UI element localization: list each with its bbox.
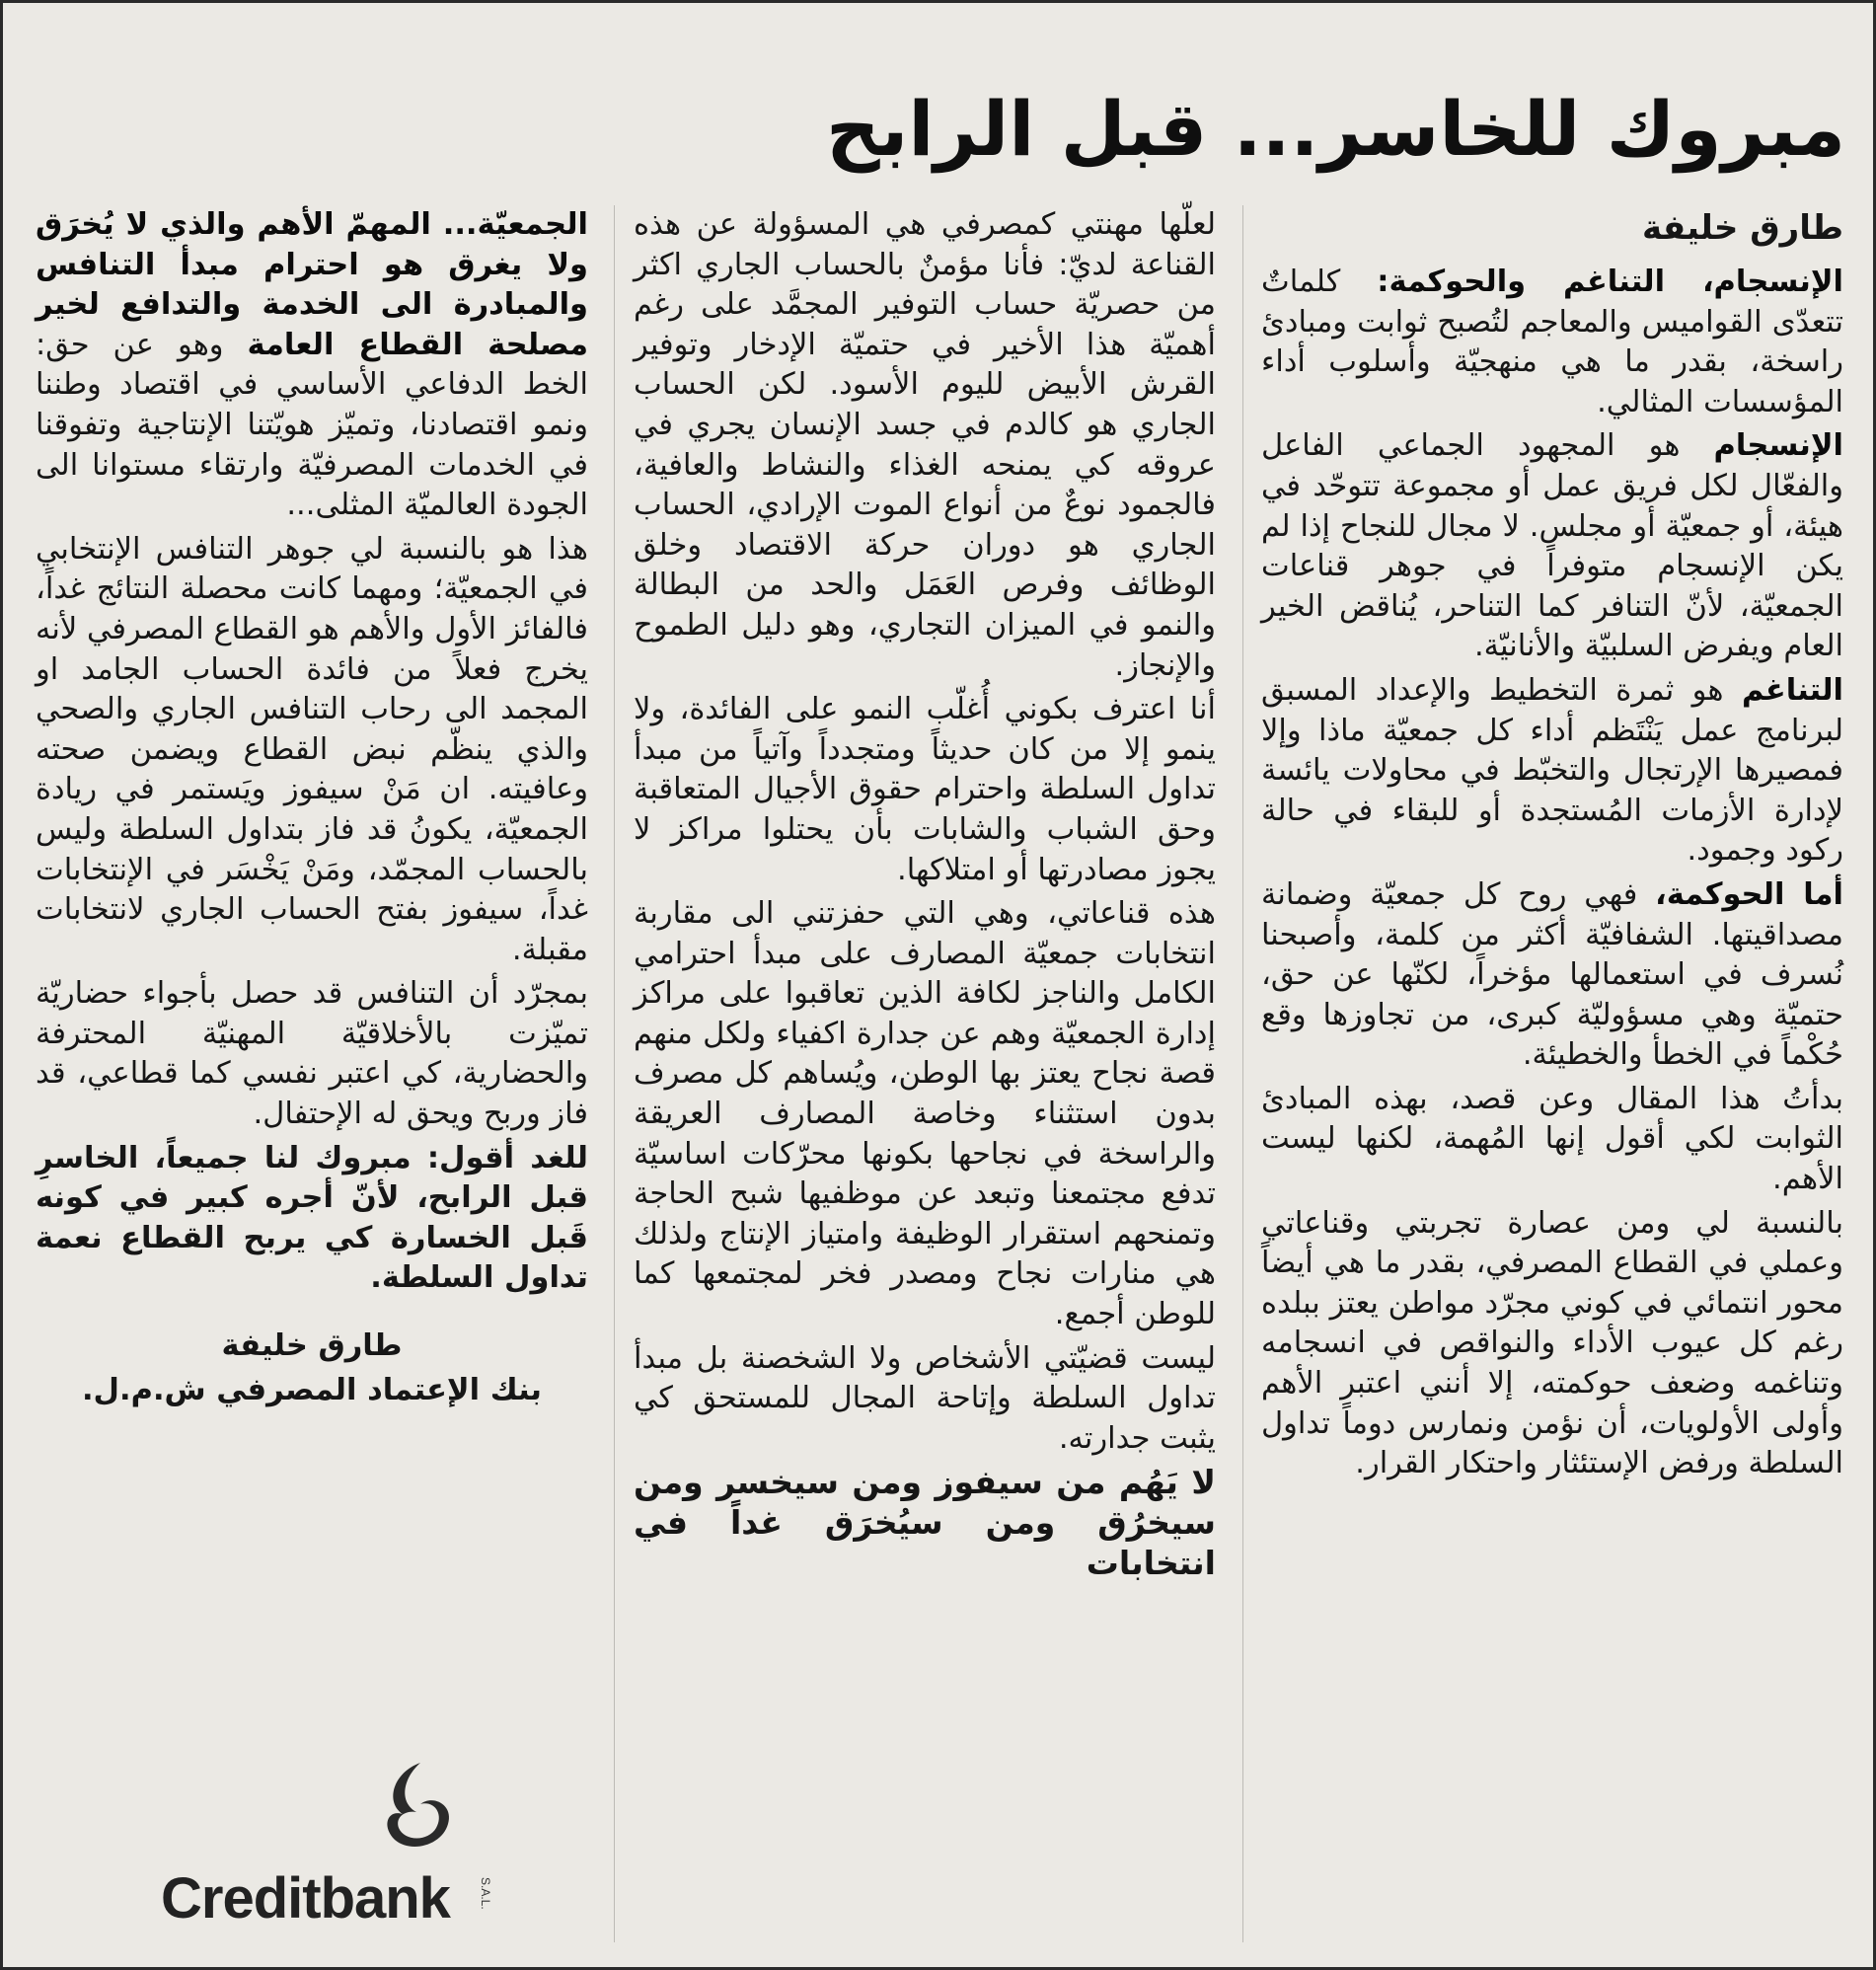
paragraph-text: بدأتُ هذا المقال وعن قصد، بهذه المبادئ الثوابت لكي أقول إنها المُهمة، لكنها ليست الأهم. [1261,1081,1843,1197]
paragraph [634,690,1216,890]
signature-name: طارق خليفة [221,1328,403,1364]
paragraph-text: هذه قناعاتي، وهي التي حفزتني الى مقاربة انتخابات جمعيّة المصارف على مبدأ احترامي الكامل والناجز لكافة الذين تعاقبوا على مراكز إدارة الجمعيّة وهم عن جدارة اكفياء ولكل منهم قصة نجاح يعتز بها الوطن، ويُساهم كل مصرف بدون استثناء وخاصة المصارف العريقة والراسخة في نجاحها بكونها محرّكات اساسيّة تدفع مجتمعنا وتبعد عن موظفيها شبح الحاجة وتمنحهم استقرار الوظيفة وامتياز الإنتاج ولذلك هي منارات نجاح ومصدر فخر لمجتمعها كما للوطن أجمع. [634,896,1216,1332]
paragraph [634,894,1216,1335]
paragraph [36,1139,588,1299]
paragraph [634,205,1216,686]
paragraph-text: فهي روح كل جمعيّة وضمانة مصداقيتها. الشفافيّة أكثر من كلمة، وأصبحنا نُسرف في استعمالها مؤخراً، لكنّها عن حق، حتميّة وهي مسؤوليّة كبرى، من تجاوزها وقع حُكْماً في الخطأ والخطيئة. [1261,876,1843,1073]
paragraph [634,1339,1216,1460]
paragraph-lead: التناغم [1741,672,1843,708]
paragraph [1261,875,1843,1076]
creditbank-mark-icon [363,1755,462,1854]
column-divider [1242,205,1243,1942]
paragraph-text: بمجرّد أن التنافس قد حصل بأجواء حضاريّة تميّزت بالأخلاقيّة المهنيّة المحترفة والحضارية، كي اعتبر نفسي كما قطاعي، قد فاز وربح ويحق له الإحتفال. [36,976,588,1132]
column-2 [634,205,1216,1587]
paragraph-text: بالنسبة لي ومن عصارة تجربتي وقناعاتي وعملي في القطاع المصرفي، بقدر ما هي أيضاً محور انتمائي في كوني مجرّد مواطن يعتز ببلده رغم كل عيوب الأداء والنواقص في انسجامه وتناغمه وضعف حوكمته، إلا أنني اعتبر الأهم وأولى الأولويات، أن نؤمن ونمارس دوماً تداول السلطة ورفض الإستئثار واحتكار القرار. [1261,1205,1843,1481]
signature-org: بنك الإعتماد المصرفي ش.م.ل. [81,1372,543,1407]
paragraph [36,974,588,1134]
article-headline: مبروك للخاسر... قبل الرابح [826,85,1845,173]
paragraph-lead: لا يَهُم من سيفوز ومن سيخسر ومن سيخرُق ومن سيُخرَق غداً في انتخابات [634,1463,1216,1582]
paragraph [1261,1080,1843,1200]
logo-wordmark: Creditbank [161,1866,450,1931]
paragraph [1261,263,1843,422]
paragraph-lead: الإنسجام، التناغم والحوكمة: [1377,265,1844,299]
paragraph-text: ليست قضيّتي الأشخاص ولا الشخصنة بل مبدأ تداول السلطة وإتاحة المجال للمستحق كي يثبت جدارته. [634,1340,1216,1456]
column-1 [1261,205,1843,1488]
paragraph-text: هو ثمرة التخطيط والإعداد المسبق لبرنامج عمل يَنْتَظم أداء كل جمعيّة ماذا وإلا فمصيرها الإرتجال والتخبّط في محاولات يائسة لإدارة الأزمات المُستجدة أو للبقاء في حالة ركود وجمود. [1261,672,1843,869]
creditbank-logo [161,1755,492,1942]
paragraph-lead: أما الحوكمة، [1655,876,1844,912]
paragraph-text: هو المجهود الجماعي الفاعل والفعّال لكل فريق عمل أو مجموعة تتوحّد في هيئة، أو جمعيّة أو مجلس. لا مجال للنجاح إذا لم يكن الإنسجام متوفراً في جوهر قناعات الجمعيّة، لأنّ التنافر كما التناحر، يُناقض الخير العام ويفرض السلبيّة والأنانيّة. [1261,428,1843,664]
logo-suffix: S.A.L. [479,1877,492,1910]
paragraph [1261,1204,1843,1484]
paragraph-text: وهو عن حق: الخط الدفاعي الأساسي في اقتصاد وطننا ونمو اقتصادنا، وتميّز هويّتنا الإنتاجية وتفوقنا في الخدمات المصرفيّة وارتقاء مستوانا الى الجودة العالميّة المثلى... [36,327,588,523]
paragraph-text: هذا هو بالنسبة لي جوهر التنافس الإنتخابي في الجمعيّة؛ ومهما كانت محصلة النتائج غداً، فالفائز الأول والأهم هو القطاع المصرفي لأنه يخرج فعلاً من فائدة الحساب الجامد او المجمد الى رحاب التنافس الجاري والصحي والذي ينظّم نبض القطاع ويضمن صحته وعافيته. ان مَنْ سيفوز ويَستمر في ريادة الجمعيّة، يكونُ قد فاز بتداول السلطة وليس بالحساب المجمّد، ومَنْ يَخْسَر في الإنتخابات غداً، سيفوز بفتح الحساب الجاري لانتخابات مقبلة. [36,531,588,967]
paragraph [634,1463,1216,1583]
paragraph [36,530,588,971]
paragraph-text: لعلّها مهنتي كمصرفي هي المسؤولة عن هذه القناعة لديّ: فأنا مؤمنٌ بالحساب الجاري اكثر من حصريّة حساب التوفير المجمَّد على رغم أهميّة هذا الأخير في حتميّة الإدخار وتوفير القرش الأبيض لليوم الأسود. لكن الحساب الجاري هو كالدم في جسد الإنسان يجري في عروقه كي يمنحه الغذاء والنشاط والعافية، فالجمود نوعٌ من أنواع الموت الإرادي، الحساب الجاري هو دوران حركة الاقتصاد وخلق الوظائف وفرص العَمَل والحد من البطالة والنمو في الميزان التجاري، وهو دليل الطموح والإنجاز. [634,207,1216,683]
paragraph [36,205,588,526]
author-byline: طارق خليفة [1642,208,1843,248]
paragraph-text: كلماتٌ تتعدّى القواميس والمعاجم لتُصبح ثوابت ومبادئ راسخة، بقدر ما هي منهجيّة وأسلوب أداء المؤسسات المثالي. [1261,265,1843,419]
paragraph-lead: الإنسجام [1713,428,1843,464]
column-divider [614,205,615,1942]
paragraph [1261,426,1843,667]
paragraph-text: أنا اعترف بكوني أُغلّب النمو على الفائدة، ولا ينمو إلا من كان حديثاً ومتجدداً وآتياً من مبدأ تداول السلطة واحترام حقوق الأجيال المتعاقبة وحق الشباب والشابات بأن يحتلوا مراكز لا يجوز مصادرتها أو امتلاكها. [634,692,1216,887]
paragraph [1261,671,1843,871]
paragraph-lead: الجمعيّة... المهمّ الأهم والذي لا يُخرَق ولا يغرق هو احترام مبدأ التنافس والمبادرة الى الخدمة والتدافع لخير مصلحة القطاع العامة [36,207,588,362]
paragraph-text: للغد أقول: مبروك لنا جميعاً، الخاسرِ قبل الرابح، لأنّ أجره كبير في كونه قَبل الخسارة كي يربح القطاع نعمة تداول السلطة. [36,1140,588,1296]
column-3 [36,205,588,1414]
